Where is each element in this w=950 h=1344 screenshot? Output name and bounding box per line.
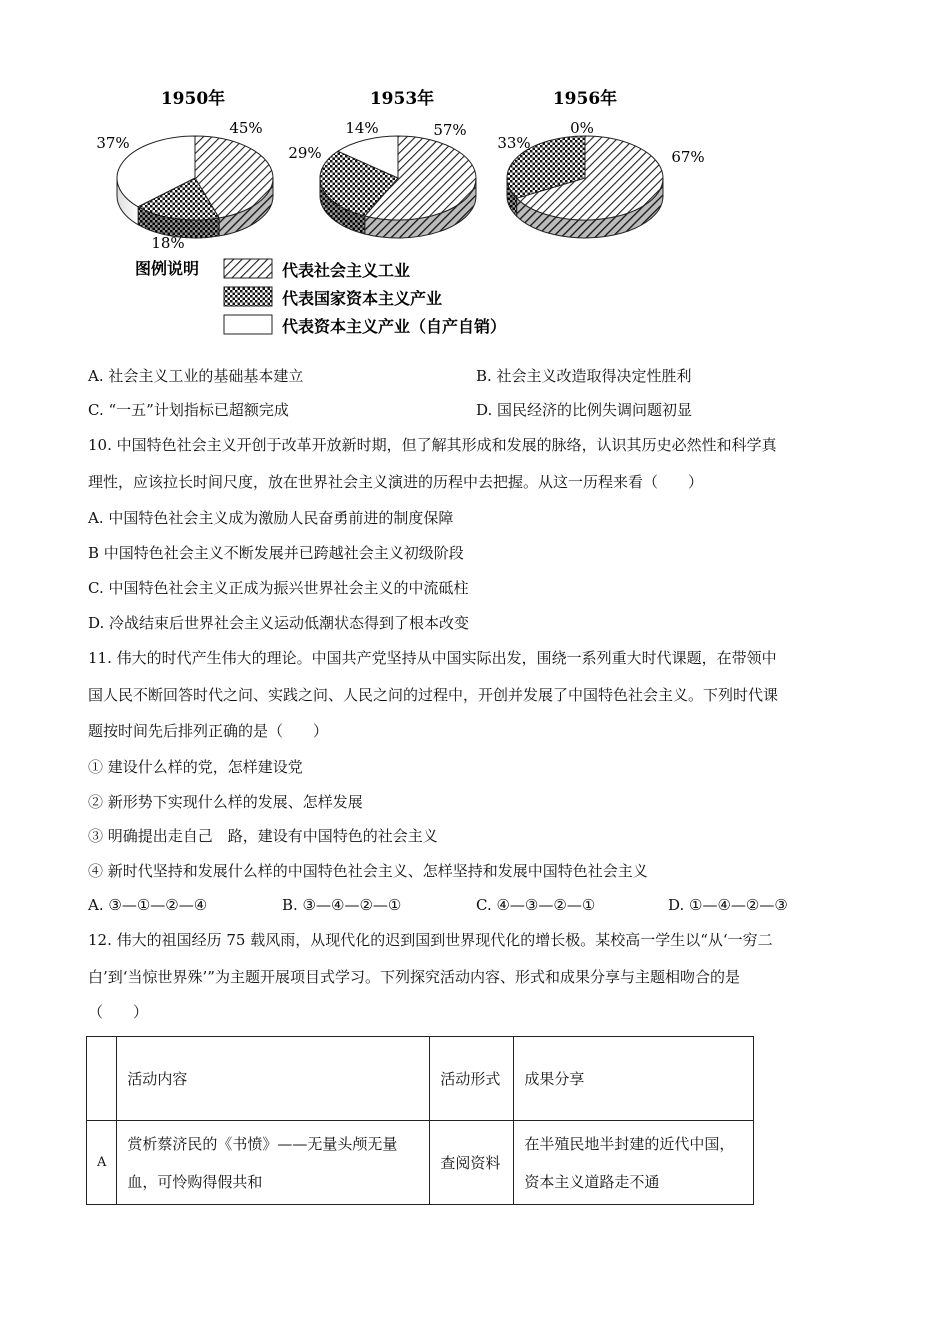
q11-stem-line1: 11. 伟大的时代产生伟大的理论。中国共产党坚持从中国实际出发，围绕一系列重大时代课题，在带领中 [88,649,777,667]
q12-activity-table [86,1036,754,1205]
pie-2-title: 1956年 [552,89,618,109]
legend-label-state-capitalist: 代表国家资本主义产业 [282,289,443,308]
q11-item-2: ② 新形势下实现什么样的发展、怎样发展 [88,793,363,811]
q11-stem-line3: 题按时间先后排列正确的是（ ） [88,722,329,740]
q9-option-d[interactable]: D. 国民经济的比例失调问题初显 [476,401,693,419]
pie-1-label-capitalist: 14% [345,119,379,137]
pie-0-title: 1950年 [160,89,226,109]
pie-1-label-socialist: 57% [433,121,467,139]
q12-stem-line3: （ ） [88,1003,149,1021]
table-row[interactable] [87,1121,754,1205]
q11-option-d[interactable]: D. ①—④—②—③ [668,896,788,914]
q12-stem-line1: 12. 伟大的祖国经历 75 载风雨，从现代化的迟到国到世界现代化的增长极。某校高一学生以“从‘一穷二 [88,931,773,949]
header-form: 活动形式 [430,1037,514,1121]
q11-option-b[interactable]: B. ③—④—②—① [282,896,402,914]
pie-2-label-capitalist: 0% [570,119,594,137]
pie-2-label-socialist: 67% [671,148,705,166]
pie-chart-figure [0,0,950,345]
q10-option-d[interactable]: D. 冷战结束后世界社会主义运动低潮状态得到了根本改变 [88,614,470,632]
q12-stem-line2: 白’到‘当惊世界殊’”为主题开展项目式学习。下列探究活动内容、形式和成果分享与主题相吻合的是 [88,968,740,986]
row-content: 赏析蔡济民的《书愤》——无量头颅无量血，可怜购得假共和 [117,1121,430,1205]
pie-2-label-state-capitalist: 33% [497,134,531,152]
legend-title: 图例说明 [135,259,200,278]
q10-option-c[interactable]: C. 中国特色社会主义正成为振兴世界社会主义的中流砥柱 [88,579,469,597]
pie-0-label-state-capitalist: 18% [151,234,185,252]
row-result: 在半殖民地半封建的近代中国，资本主义道路走不通 [514,1121,754,1205]
q9-option-c[interactable]: C. “一五”计划指标已超额完成 [88,401,289,419]
q10-option-a[interactable]: A. 中国特色社会主义成为激励人民奋勇前进的制度保障 [88,509,454,527]
q10-option-b[interactable]: B 中国特色社会主义不断发展并已跨越社会主义初级阶段 [88,544,464,562]
pie-1-title: 1953年 [369,89,435,109]
pie-0-label-capitalist: 37% [96,134,130,152]
header-result: 成果分享 [514,1037,754,1121]
q11-item-4: ④ 新时代坚持和发展什么样的中国特色社会主义、怎样坚持和发展中国特色社会主义 [88,862,648,880]
q9-option-a[interactable]: A. 社会主义工业的基础基本建立 [88,367,304,385]
q11-item-3: ③ 明确提出走自己 路，建设有中国特色的社会主义 [88,827,438,845]
q11-stem-line2: 国人民不断回答时代之问、实践之问、人民之问的过程中，开创并发展了中国特色社会主义。下列时代课 [88,686,779,704]
q10-stem-line1: 10. 中国特色社会主义开创于改革开放新时期，但了解其形成和发展的脉络，认识其历史必然性和科学真 [88,436,777,454]
row-label: A [87,1121,117,1205]
q11-option-a[interactable]: A. ③—①—②—④ [88,896,208,914]
row-form: 查阅资料 [430,1121,514,1205]
legend-label-capitalist: 代表资本主义产业（自产自销） [282,317,507,336]
pie-0-label-socialist: 45% [229,119,263,137]
q9-option-b[interactable]: B. 社会主义改造取得决定性胜利 [476,367,692,385]
q11-item-1: ① 建设什么样的党，怎样建设党 [88,758,303,776]
header-label-cell [87,1037,117,1121]
legend-swatch-capitalist [224,315,272,334]
header-content: 活动内容 [117,1037,430,1121]
pie-1-label-state-capitalist: 29% [288,144,322,162]
legend-swatch-state-capitalist [224,287,272,306]
legend-swatch-socialist [224,259,272,278]
table-header-row [87,1037,754,1121]
q10-stem-line2: 理性，应该拉长时间尺度，放在世界社会主义演进的历程中去把握。从这一历程来看（ ） [88,473,704,491]
legend-label-socialist: 代表社会主义工业 [282,261,411,280]
q11-option-c[interactable]: C. ④—③—②—① [476,896,596,914]
